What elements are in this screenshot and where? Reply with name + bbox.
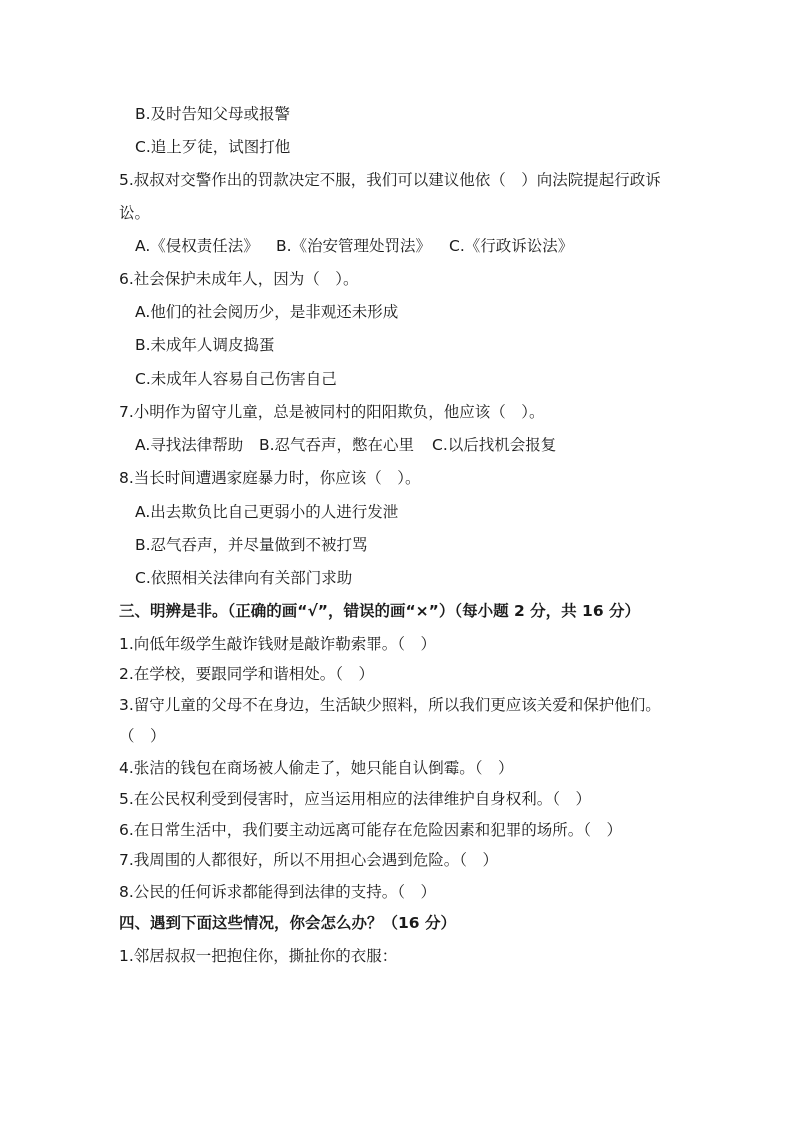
judgement-item: 1.向低年级学生敲诈钱财是敲诈勒索罪。（ ） [119, 635, 437, 653]
q6-option-b: B.未成年人调皮捣蛋 [135, 336, 275, 354]
judgement-item: 6.在日常生活中，我们要主动远离可能存在危险因素和犯罪的场所。（ ） [119, 821, 623, 839]
q4-option-c: C.追上歹徒，试图打他 [135, 138, 291, 156]
judgement-item: 7.我周围的人都很好，所以不用担心会遇到危险。（ ） [119, 851, 499, 869]
part4-heading: 四、遇到下面这些情况，你会怎么办？（16 分） [119, 914, 456, 932]
q7-option-b: B.忍气吞声，憋在心里 [259, 436, 415, 454]
q6-stem: 6.社会保护未成年人，因为（ ）。 [119, 270, 359, 288]
q7-option-c: C.以后找机会报复 [432, 436, 557, 454]
q7-option-a: A.寻找法律帮助 [135, 436, 244, 454]
q8-stem: 8.当长时间遭遇家庭暴力时，你应该（ ）。 [119, 469, 421, 487]
part4-question-1: 1.邻居叔叔一把抱住你，撕扯你的衣服： [119, 947, 398, 965]
judgement-item: 8.公民的任何诉求都能得到法律的支持。（ ） [119, 883, 437, 901]
q4-option-b: B.及时告知父母或报警 [135, 105, 291, 123]
q7-options [135, 435, 556, 455]
part3-heading: 三、明辨是非。（正确的画“√”，错误的画“×”）（每小题 2 分，共 16 分） [119, 602, 641, 620]
q6-option-a: A.他们的社会阅历少，是非观还未形成 [135, 303, 399, 321]
judgement-item: 3.留守儿童的父母不在身边，生活缺少照料，所以我们更应该关爱和保护他们。 [119, 696, 661, 714]
judgement-item-answer: （ ） [119, 727, 166, 745]
q8-option-c: C.依照相关法律向有关部门求助 [135, 569, 353, 587]
q5-options [135, 236, 573, 256]
q5-option-b: B.《治安管理处罚法》 [276, 237, 432, 255]
q8-option-a: A.出去欺负比自己更弱小的人进行发泄 [135, 503, 399, 521]
judgement-item: 5.在公民权利受到侵害时，应当运用相应的法律维护自身权利。（ ） [119, 790, 592, 808]
q5-option-c: C.《行政诉讼法》 [449, 237, 574, 255]
judgement-item: 2.在学校，要跟同学和谐相处。（ ） [119, 665, 375, 683]
q5-option-a: A.《侵权责任法》 [135, 237, 259, 255]
judgement-item: 4.张洁的钱包在商场被人偷走了，她只能自认倒霉。（ ） [119, 759, 514, 777]
q7-stem: 7.小明作为留守儿童，总是被同村的阳阳欺负，他应该（ ）。 [119, 403, 545, 421]
q8-option-b: B.忍气吞声，并尽量做到不被打骂 [135, 536, 368, 554]
q6-option-c: C.未成年人容易自己伤害自己 [135, 370, 337, 388]
q5-stem-continued: 讼。 [119, 204, 151, 222]
q5-stem: 5.叔叔对交警作出的罚款决定不服，我们可以建议他依（ ）向法院提起行政诉 [119, 171, 661, 189]
